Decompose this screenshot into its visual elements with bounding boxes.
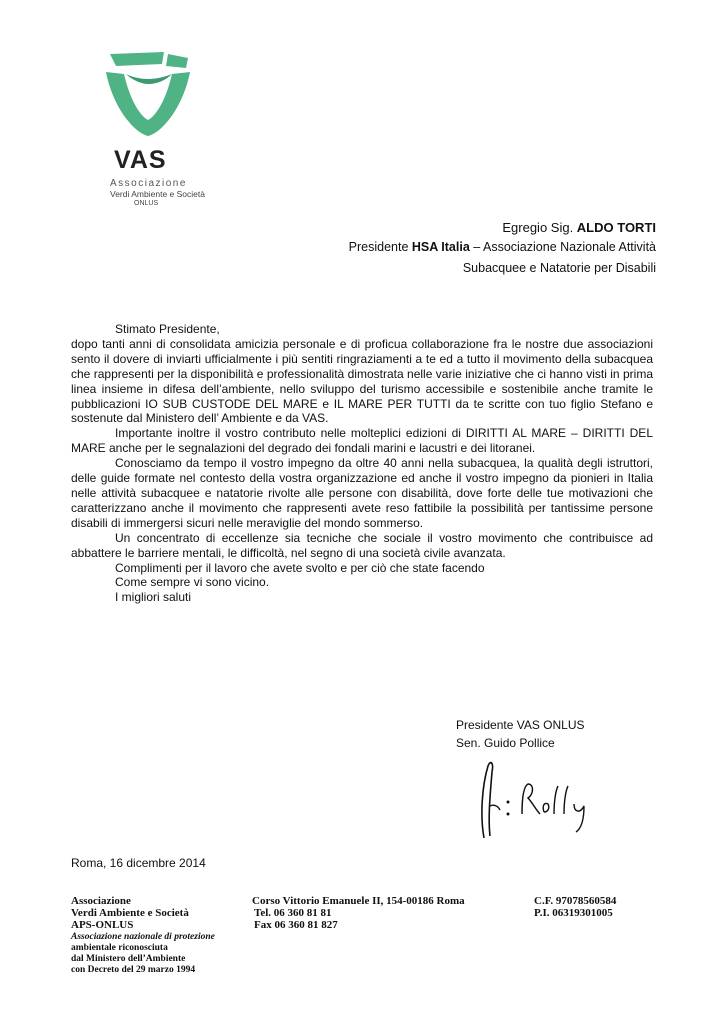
paragraph-2: Importante inoltre il vostro contributo nelle molteplici edizioni di DIRITTI AL MARE – DIRITTI DEL MARE anche per le segnalazioni del degrado dei fondali marini e lacustri e dei litoranei. (71, 426, 653, 456)
footer-org-1: Associazione (71, 895, 131, 907)
addressee-salutation: Egregio Sig. (502, 220, 577, 235)
footer-fax: Fax 06 360 81 827 (254, 919, 338, 931)
paragraph-6: Come sempre vi sono vicino. (115, 575, 270, 590)
addressee-line-2 (349, 240, 656, 254)
paragraph-5: Complimenti per il lavoro che avete svolto e per ciò che state facendo (115, 560, 485, 575)
vas-logo-graphic (102, 44, 194, 140)
paragraph-4: Un concentrato di eccellenze sia tecniche che sociale il vostro movimento che contribuisce ad abbattere le barriere mentali, le difficoltà, nel segno di una società civile avanzata. (71, 530, 653, 560)
signatory-name: Sen. Guido Pollice (456, 736, 555, 750)
footer-org-5: ambientale riconosciuta (71, 943, 168, 953)
footer-address: Corso Vittorio Emanuele II, 154-00186 Roma (252, 895, 465, 907)
vas-logo (96, 44, 236, 214)
footer-cf: C.F. 97078560584 (534, 895, 617, 907)
addressee-org-desc: – Associazione Nazionale Attività (469, 240, 656, 254)
addressee-org: HSA Italia (411, 240, 470, 254)
footer-org-3: APS-ONLUS (71, 919, 134, 931)
footer-piva: P.I. 06319301005 (534, 907, 613, 919)
logo-line-3: ONLUS (134, 200, 159, 207)
footer-tax (534, 895, 616, 919)
addressee-name: ALDO TORTI (576, 220, 656, 235)
addressee-line-1 (502, 220, 656, 235)
letter-body (71, 322, 653, 605)
addressee-line-3: Subacquee e Natatorie per Disabili (462, 261, 656, 275)
logo-name: VAS (114, 146, 167, 174)
letter-date: Roma, 16 dicembre 2014 (71, 856, 206, 870)
addressee-role: Presidente (348, 240, 412, 254)
footer-org-7: con Decreto del 29 marzo 1994 (71, 965, 196, 975)
handwritten-signature (470, 756, 600, 846)
footer-org-6: dal Ministero dell’Ambiente (71, 954, 186, 964)
logo-line-2: Verdi Ambiente e Società (110, 189, 205, 199)
logo-line-1: Associazione (110, 178, 187, 189)
footer-tel: Tel. 06 360 81 81 (254, 907, 332, 919)
paragraph-1: dopo tanti anni di consolidata amicizia personale e di proficua collaborazione fra le nostre due associazioni sento il dovere di inviarti ufficialmente i più sentiti ringraziamenti a te ed a tutto il movimento della subacquea che rappresenti per la disponibilità e professionalità dimostrata nelle varie iniziative che ci hanno visti in prima linea insieme in difesa dell’ambiente, nello sviluppo del turismo accessibile e sostenibile anche tramite le pubblicazioni IO SUB CUSTODE DEL MARE e IL MARE PER TUTTI da te scritte con tuo figlio Stefano e sostenute dal Ministero dell’ Ambiente e da VAS. (71, 336, 653, 426)
footer-organization (71, 895, 215, 976)
paragraph-3: Conosciamo da tempo il vostro impegno da oltre 40 anni nella subacquea, la qualità degli istruttori, delle guide formate nel contesto della vostra organizzazione ed anche il vostro impegno da pionieri in Italia nelle attività subacquee e natatorie rivolte alle persone con disabilità, dove forte delle tue motivazioni che caratterizzano anche il movimento che rappresenti avete reso fattibile la possibilità per tantissime persone disabili di immergersi sicuri nelle meraviglie del mondo sommerso. (71, 456, 653, 530)
footer-contacts (252, 895, 465, 931)
greeting: Stimato Presidente, (115, 322, 220, 336)
footer-org-2: Verdi Ambiente e Società (71, 907, 189, 919)
signatory-title: Presidente VAS ONLUS (456, 718, 585, 732)
footer-org-4: Associazione nazionale di protezione (71, 932, 215, 942)
closing: I migliori saluti (115, 590, 192, 605)
